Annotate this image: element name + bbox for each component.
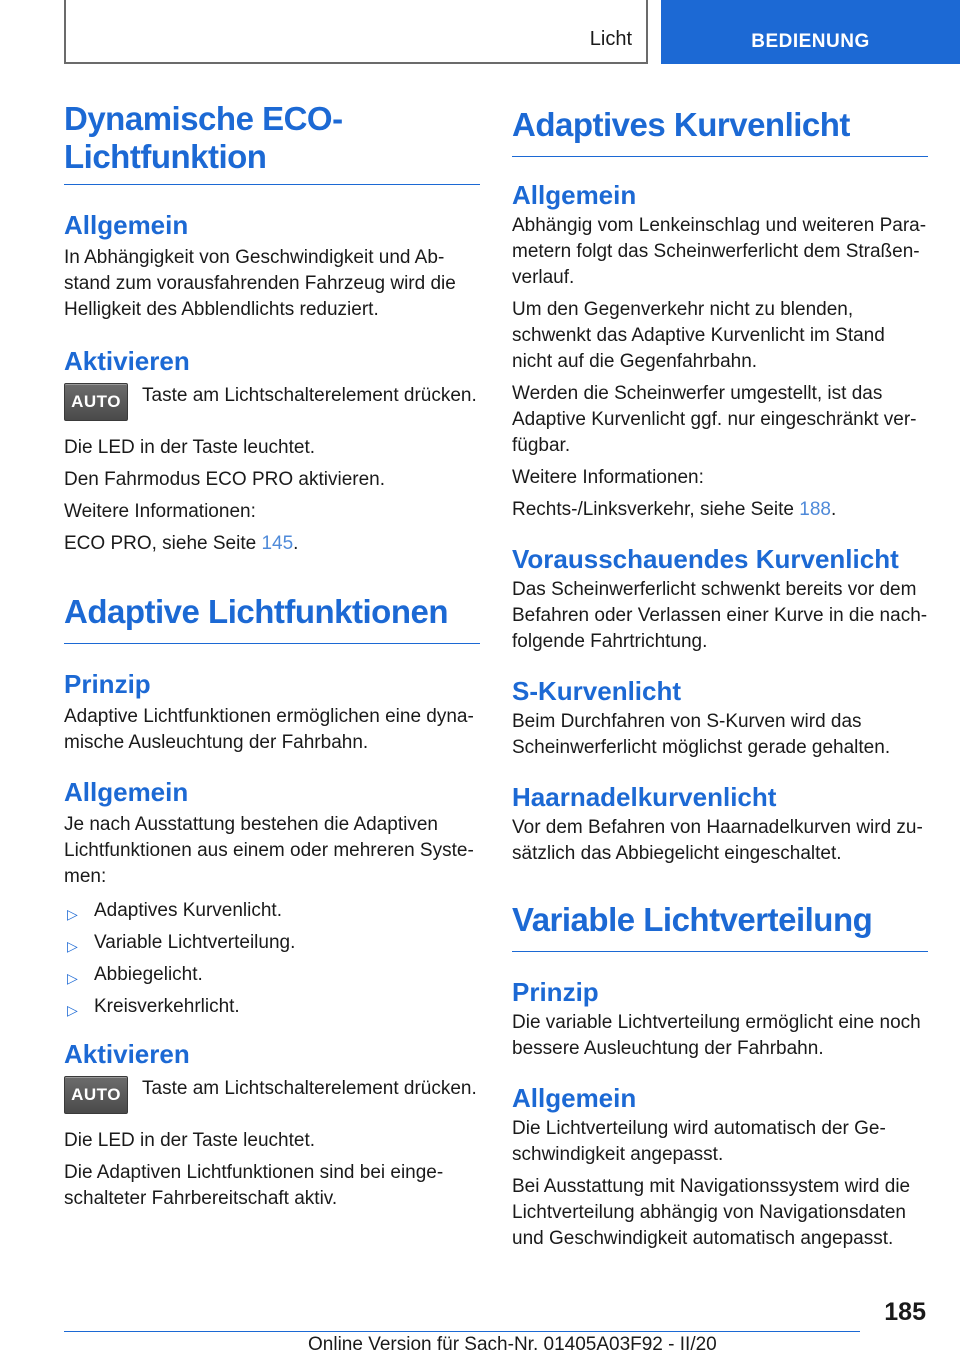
eco-key-text: Taste am Lichtschalterelement drücken.: [142, 385, 477, 406]
alf-prinzip-text: Adaptive Lichtfunktionen ermöglichen eine dynamische Ausleuchtung der Fahrbahn.: [64, 706, 474, 753]
list-item: ▷ Kreisverkehrlicht.: [64, 994, 480, 1020]
eco-ref-suffix: .: [293, 533, 299, 554]
vor-heading: Vorausschauendes Kurvenlicht: [512, 544, 899, 574]
page-number: 185: [884, 1298, 926, 1326]
header-chapter-box: [64, 0, 648, 64]
akl-text-3: Werden die Scheinwerfer umgestellt, ist das Adaptive Kurvenlicht ggf. nur eingeschränkt verfügbar.: [512, 383, 917, 456]
auto-key-icon: AUTO: [64, 383, 128, 421]
akl-ref-page-link[interactable]: 188: [799, 499, 831, 520]
eco-ref-prefix: ECO PRO, siehe Seite: [64, 533, 262, 554]
alf-prinzip-heading: Prinzip: [64, 669, 151, 699]
online-version-text: Online Version für Sach-Nr. 01405A03F92 - II/20: [308, 1334, 717, 1355]
footer-rule: [64, 1331, 860, 1332]
eco-more-info: Weitere Informationen:: [64, 501, 256, 522]
alf-system-list: [64, 898, 480, 1020]
alf-key-row: [64, 1076, 480, 1114]
right-column: [512, 100, 928, 1252]
eco-reference: [64, 531, 480, 557]
akl-text-2: Um den Gegenverkehr nicht zu blenden, schwenkt das Adaptive Kurvenlicht im Stand nicht auf die Gegenfahrbahn.: [512, 299, 885, 372]
left-column: [64, 100, 480, 1212]
eco-ref-page-link[interactable]: 145: [261, 533, 294, 554]
chapter-title: Licht: [589, 28, 632, 50]
list-item: ▷ Variable Lichtverteilung.: [64, 930, 480, 956]
akl-reference: [512, 497, 928, 523]
section-tab: BEDIENUNG: [661, 0, 960, 64]
haarnadel-heading: Haarnadelkurvenlicht: [512, 782, 777, 812]
eco-allgemein-heading: Allgemein: [64, 210, 189, 240]
akl-ref-prefix: Rechts-/Linksverkehr, siehe Seite: [512, 499, 800, 520]
eco-aktivieren-heading: Aktivieren: [64, 346, 190, 376]
list-item: ▷ Adaptives Kurvenlicht.: [64, 898, 480, 924]
s-kurvenlicht-text: Beim Durchfahren von S-Kurven wird das Scheinwerferlicht möglichst gerade gehalten.: [512, 711, 891, 758]
eco-led-text: Die LED in der Taste leuchtet.: [64, 437, 316, 458]
eco-title-rule: [64, 184, 480, 185]
vl-allgemein-heading: Allgemein: [512, 1083, 637, 1113]
akl-more-info: Weitere Informationen:: [512, 467, 704, 488]
auto-key-icon: AUTO: [64, 1076, 128, 1114]
alf-aktivieren-heading: Aktivieren: [64, 1039, 190, 1069]
haarnadel-text: Vor dem Befahren von Haarnadelkurven wird zusätzlich das Abbiegelicht eingeschaltet.: [512, 817, 923, 864]
triangle-bullet-icon: ▷: [67, 906, 78, 922]
triangle-bullet-icon: ▷: [67, 970, 78, 986]
akl-title: Adaptives Kurvenlicht: [512, 100, 928, 157]
vl-title: Variable Lichtverteilung: [512, 901, 928, 952]
vl-text-2: Bei Ausstattung mit Navigationssystem wird die Lichtverteilung abhängig von Navigationsdaten und Geschwindigkeit automatisch angepasst.: [512, 1176, 911, 1249]
vor-text: Das Scheinwerferlicht schwenkt bereits vor dem Befahren oder Verlassen einer Kurve in die nachfolgende Fahrtrichtung.: [512, 579, 928, 652]
s-kurvenlicht-heading: S-Kurvenlicht: [512, 676, 682, 706]
akl-allgemein-heading: Allgemein: [512, 180, 637, 210]
alf-allgemein-text: Je nach Ausstattung bestehen die Adaptiven Lichtfunktionen aus einem oder mehreren Systemen:: [64, 814, 474, 887]
triangle-bullet-icon: ▷: [67, 938, 78, 954]
eco-title: Dynamische ECO-Lichtfunktion: [64, 100, 343, 175]
alf-allgemein-heading: Allgemein: [64, 777, 189, 807]
triangle-bullet-icon: ▷: [67, 1002, 78, 1018]
eco-allgemein-text: In Abhängigkeit von Geschwindigkeit und Abstand zum vorausfahrenden Fahrzeug wird die Helligkeit des Abblendlichts reduziert.: [64, 247, 456, 320]
alf-key-text: Taste am Lichtschalterelement drücken.: [142, 1078, 477, 1099]
eco-key-row: [64, 383, 480, 421]
alf-title: Adaptive Lichtfunktionen: [64, 593, 480, 644]
vl-text-1: Die Lichtverteilung wird automatisch der Geschwindigkeit angepasst.: [512, 1118, 886, 1165]
vl-prinzip-heading: Prinzip: [512, 977, 599, 1007]
vl-prinzip-text: Die variable Lichtverteilung ermöglicht eine noch bessere Ausleuchtung der Fahrbahn.: [512, 1012, 921, 1059]
alf-led-text: Die LED in der Taste leuchtet.: [64, 1130, 316, 1151]
eco-mode-text: Den Fahrmodus ECO PRO aktivieren.: [64, 469, 386, 490]
akl-ref-suffix: .: [830, 499, 837, 520]
list-item: ▷ Abbiegelicht.: [64, 962, 480, 988]
akl-text-1: Abhängig vom Lenkeinschlag und weiteren Parametern folgt das Scheinwerferlicht dem Straßenverlauf.: [512, 215, 927, 288]
alf-active-text: Die Adaptiven Lichtfunktionen sind bei eingeschalteter Fahrbereitschaft aktiv.: [64, 1162, 444, 1209]
